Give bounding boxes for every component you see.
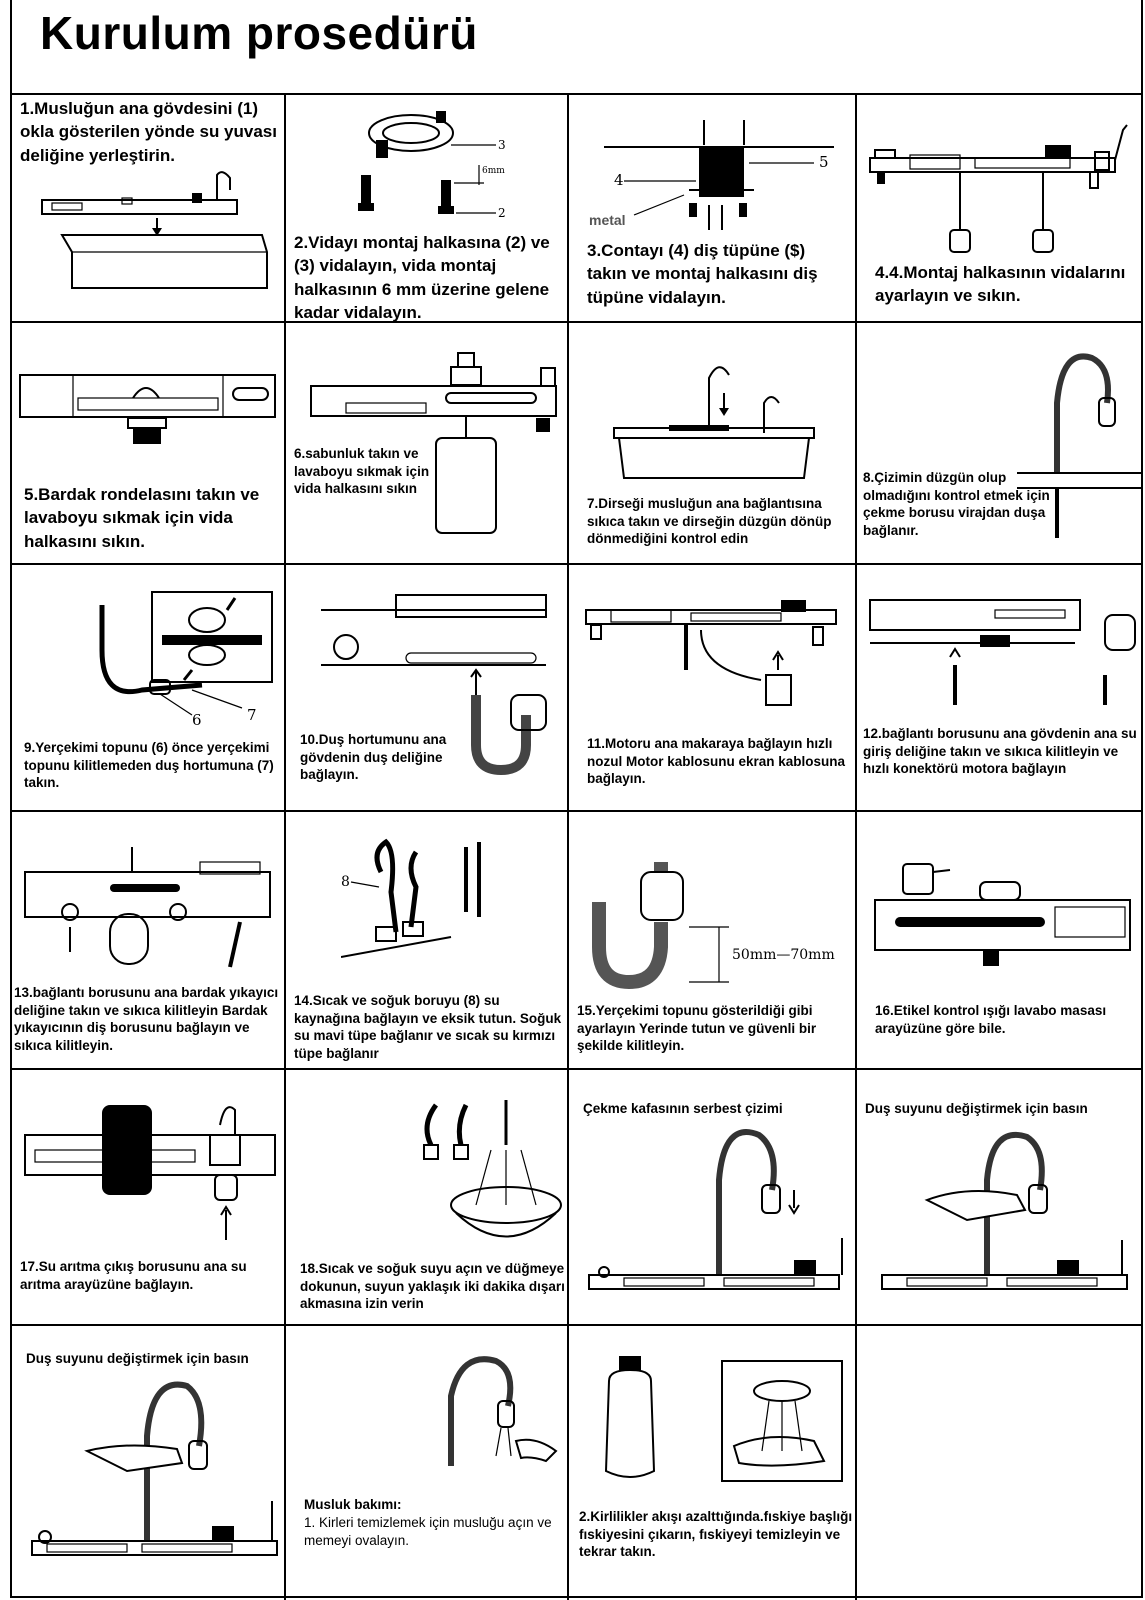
step-3-text: 3.Contayı (4) diş tüpüne ($) takın ve montaj halkasını diş tüpüne vidalayın. xyxy=(587,241,818,307)
step-13-cell xyxy=(12,812,286,1070)
step-13-illustration xyxy=(20,842,282,972)
maintenance-text: 1. Kirleri temizlemek için musluğu açın ve memeyi ovalayın. xyxy=(304,1515,552,1548)
pullout-illustration xyxy=(584,1120,849,1315)
cleaning-text: 2.Kirlilikler akışı azalttığında.fıskiye başlığı fıskiyesini çıkarın, fıskiyeyi temizleyin ve tekrar takın. xyxy=(579,1509,853,1560)
step-5-text: 5.Bardak rondelasını takın ve lavaboyu sıkmak için vida halkasını sıkın. xyxy=(24,485,260,551)
switch-caption-2: Duş suyunu değiştirmek için basın xyxy=(26,1351,249,1366)
step-5-cell xyxy=(12,323,286,565)
label-8: 8 xyxy=(341,874,350,890)
switch-cell-1 xyxy=(857,1070,1143,1326)
step-18-illustration xyxy=(416,1095,566,1245)
step-15-text: 15.Yerçekimi topunu gösterildiği gibi ayarlayın Yerinde tutun ve güvenli bir şekilde kilitleyin. xyxy=(577,1003,817,1054)
maintenance-cell xyxy=(286,1326,569,1600)
label-3: 3 xyxy=(498,138,506,152)
label-4: 4 xyxy=(614,171,624,189)
step-2-cell xyxy=(286,95,569,323)
maintenance-illustration xyxy=(436,1346,566,1476)
label-7: 7 xyxy=(247,706,257,724)
step-7-illustration xyxy=(609,353,829,493)
step-8-cell xyxy=(857,323,1143,565)
step-6-text: 6.sabunluk takın ve lavaboyu sıkmak için vida halkasını sıkın xyxy=(294,446,430,497)
label-6mm: 6mm xyxy=(482,166,505,176)
cleaning-cell xyxy=(569,1326,857,1600)
step-5-illustration xyxy=(18,363,280,458)
step-11-text: 11.Motoru ana makaraya bağlayın hızlı nozul Motor kablosunu ekran kablosuna bağlayın. xyxy=(587,736,846,787)
switch-cell-2 xyxy=(12,1326,286,1600)
step-14-cell xyxy=(286,812,569,1070)
step-6-cell xyxy=(286,323,569,565)
step-7-cell xyxy=(569,323,857,565)
step-10-text: 10.Duş hortumunu ana gövdenin duş deliğine bağlayın. xyxy=(300,732,447,783)
step-7-text: 7.Dirseği musluğun ana bağlantısına sıkıca takın ve dirseğin düzgün dönüp dönmediğini kontrol edin xyxy=(587,496,832,547)
step-6-illustration xyxy=(306,348,561,538)
step-16-cell xyxy=(857,812,1143,1070)
step-16-illustration xyxy=(865,842,1140,982)
step-2-text: 2.Vidayı montaj halkasına (2) ve (3) vidalayın, vida montaj halkasının 6 mm üzerine gelene kadar vidalayın. xyxy=(294,233,550,323)
pullout-cell xyxy=(569,1070,857,1326)
step-1-cell xyxy=(12,95,286,323)
step-18-text: 18.Sıcak ve soğuk suyu açın ve düğmeye dokunun, suyun yaklaşık iki dakika dışarı akmasına izin verin xyxy=(300,1261,565,1312)
step-18-cell xyxy=(286,1070,569,1326)
step-3-cell xyxy=(569,95,857,323)
pullout-caption: Çekme kafasının serbest çizimi xyxy=(583,1101,783,1116)
step-17-cell xyxy=(12,1070,286,1326)
step-17-text: 17.Su arıtma çıkış borusunu ana su arıtma arayüzüne bağlayın. xyxy=(20,1259,247,1292)
step-1-illustration xyxy=(32,170,277,290)
step-13-text: 13.bağlantı borusunu ana bardak yıkayıcı deliğine takın ve sıkıca kilitleyin Bardak yıkayıcının diş borusunu bağlayın ve sıkıca kilitleyin. xyxy=(14,985,279,1053)
step-4-cell xyxy=(857,95,1143,323)
maintenance-heading: Musluk bakımı: xyxy=(304,1497,402,1512)
step-11-cell xyxy=(569,565,857,812)
switch-illustration-1 xyxy=(877,1125,1139,1315)
step-14-text: 14.Sıcak ve soğuk boruyu (8) su kaynağına bağlayın ve eksik tutun. Soğuk su mavi tüpe bağlanır ve sıcak su kırmızı tüpe bağlanır xyxy=(294,993,562,1061)
step-2-illustration xyxy=(356,105,556,230)
step-15-illustration xyxy=(589,842,849,992)
label-50-70mm: 50mm—70mm xyxy=(732,947,835,963)
page-title: Kurulum prosedürü xyxy=(40,7,478,59)
empty-cell xyxy=(857,1326,1143,1600)
switch-caption-1: Duş suyunu değiştirmek için basın xyxy=(865,1101,1088,1116)
switch-illustration-2 xyxy=(27,1371,282,1586)
cleaning-illustration xyxy=(594,1351,849,1491)
step-11-illustration xyxy=(581,595,846,720)
step-9-cell xyxy=(12,565,286,812)
step-1-text: 1.Musluğun ana gövdesini (1) okla gösterilen yönde su yuvası deliğine yerleştirin. xyxy=(20,99,277,165)
label-6: 6 xyxy=(192,711,202,729)
step-17-illustration xyxy=(20,1095,282,1245)
step-15-cell xyxy=(569,812,857,1070)
step-3-illustration xyxy=(584,115,849,235)
step-4-text: 4.4.Montaj halkasının vidalarını ayarlayın ve sıkın. xyxy=(875,263,1126,306)
step-14-illustration xyxy=(341,832,521,972)
step-4-illustration xyxy=(865,120,1140,260)
label-metal: metal xyxy=(589,212,626,228)
step-12-text: 12.bağlantı borusunu ana gövdenin ana su giriş deliğine takın ve sıkıca kilitleyin ve hızlı konektörü motora bağlayın xyxy=(863,726,1137,777)
instruction-grid xyxy=(12,93,1143,1598)
step-10-cell xyxy=(286,565,569,812)
step-16-text: 16.Etikel kontrol ışığı lavabo masası arayüzüne göre bile. xyxy=(875,1003,1107,1036)
step-9-text: 9.Yerçekimi topunu (6) önce yerçekimi topunu kilitlemeden duş hortumuna (7) takın. xyxy=(24,740,274,791)
step-9-illustration xyxy=(72,590,282,730)
step-8-text: 8.Çizimin düzgün olup olmadığını kontrol etmek için çekme borusu virajdan duşa bağlanır. xyxy=(863,470,1050,538)
step-12-illustration xyxy=(865,595,1143,715)
label-5: 5 xyxy=(819,153,829,171)
label-2: 2 xyxy=(498,206,506,220)
step-12-cell xyxy=(857,565,1143,812)
